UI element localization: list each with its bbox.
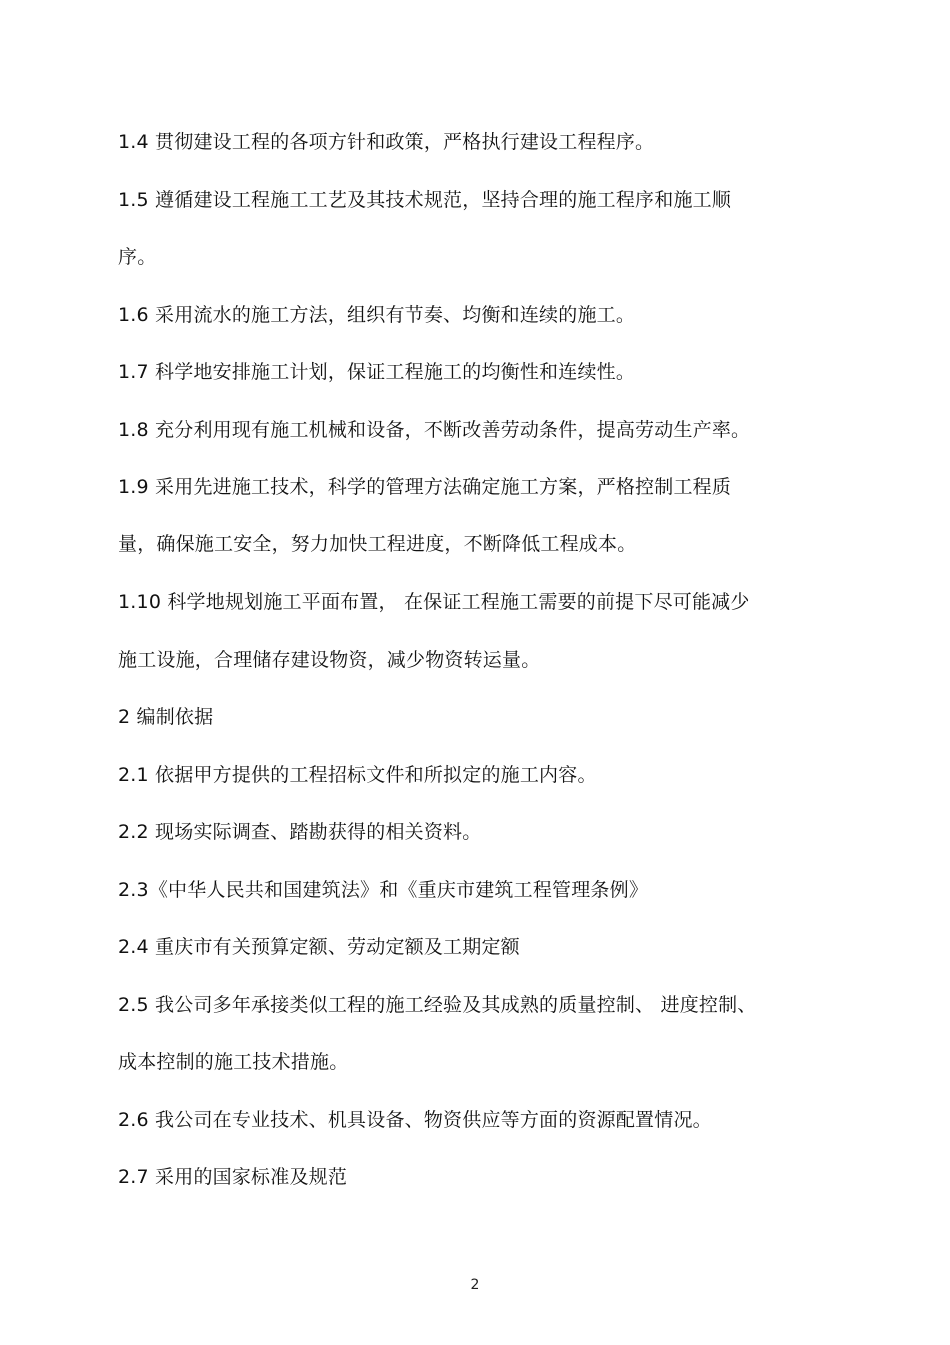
- paragraph-1-6: 1.6 采用流水的施工方法，组织有节奏、均衡和连续的施工。: [118, 304, 636, 326]
- paragraph-1-9: 1.9 采用先进施工技术，科学的管理方法确定施工方案，严格控制工程质: [118, 476, 732, 498]
- paragraph-2-5: 2.5 我公司多年承接类似工程的施工经验及其成熟的质量控制、 进度控制、: [118, 994, 757, 1016]
- paragraph-2-6: 2.6 我公司在专业技术、机具设备、物资供应等方面的资源配置情况。: [118, 1109, 712, 1131]
- paragraph-1-5: 1.5 遵循建设工程施工工艺及其技术规范，坚持合理的施工程序和施工顺: [118, 189, 732, 211]
- paragraph-1-7: 1.7 科学地安排施工计划，保证工程施工的均衡性和连续性。: [118, 361, 636, 383]
- paragraph-2-4: 2.4 重庆市有关预算定额、劳动定额及工期定额: [118, 936, 520, 958]
- paragraph-2-3: 2.3《中华人民共和国建筑法》和《重庆市建筑工程管理条例》: [118, 879, 649, 901]
- paragraph-1-9-continued: 量，确保施工安全，努力加快工程进度，不断降低工程成本。: [118, 533, 637, 555]
- paragraph-2-7: 2.7 采用的国家标准及规范: [118, 1166, 348, 1188]
- paragraph-1-4: 1.4 贯彻建设工程的各项方针和政策，严格执行建设工程程序。: [118, 131, 655, 153]
- page-number: 2: [470, 1277, 480, 1293]
- paragraph-1-8: 1.8 充分利用现有施工机械和设备，不断改善劳动条件，提高劳动生产率。: [118, 419, 751, 441]
- paragraph-1-10: 1.10 科学地规划施工平面布置， 在保证工程施工需要的前提下尽可能减少: [118, 591, 750, 613]
- paragraph-2-2: 2.2 现场实际调查、踏勘获得的相关资料。: [118, 821, 482, 843]
- paragraph-1-10-continued: 施工设施，合理储存建设物资，减少物资转运量。: [118, 649, 541, 671]
- paragraph-1-5-continued: 序。: [118, 246, 157, 268]
- paragraph-2-5-continued: 成本控制的施工技术措施。: [118, 1051, 349, 1073]
- section-heading-2: 2 编制依据: [118, 706, 214, 728]
- paragraph-2-1: 2.1 依据甲方提供的工程招标文件和所拟定的施工内容。: [118, 764, 597, 786]
